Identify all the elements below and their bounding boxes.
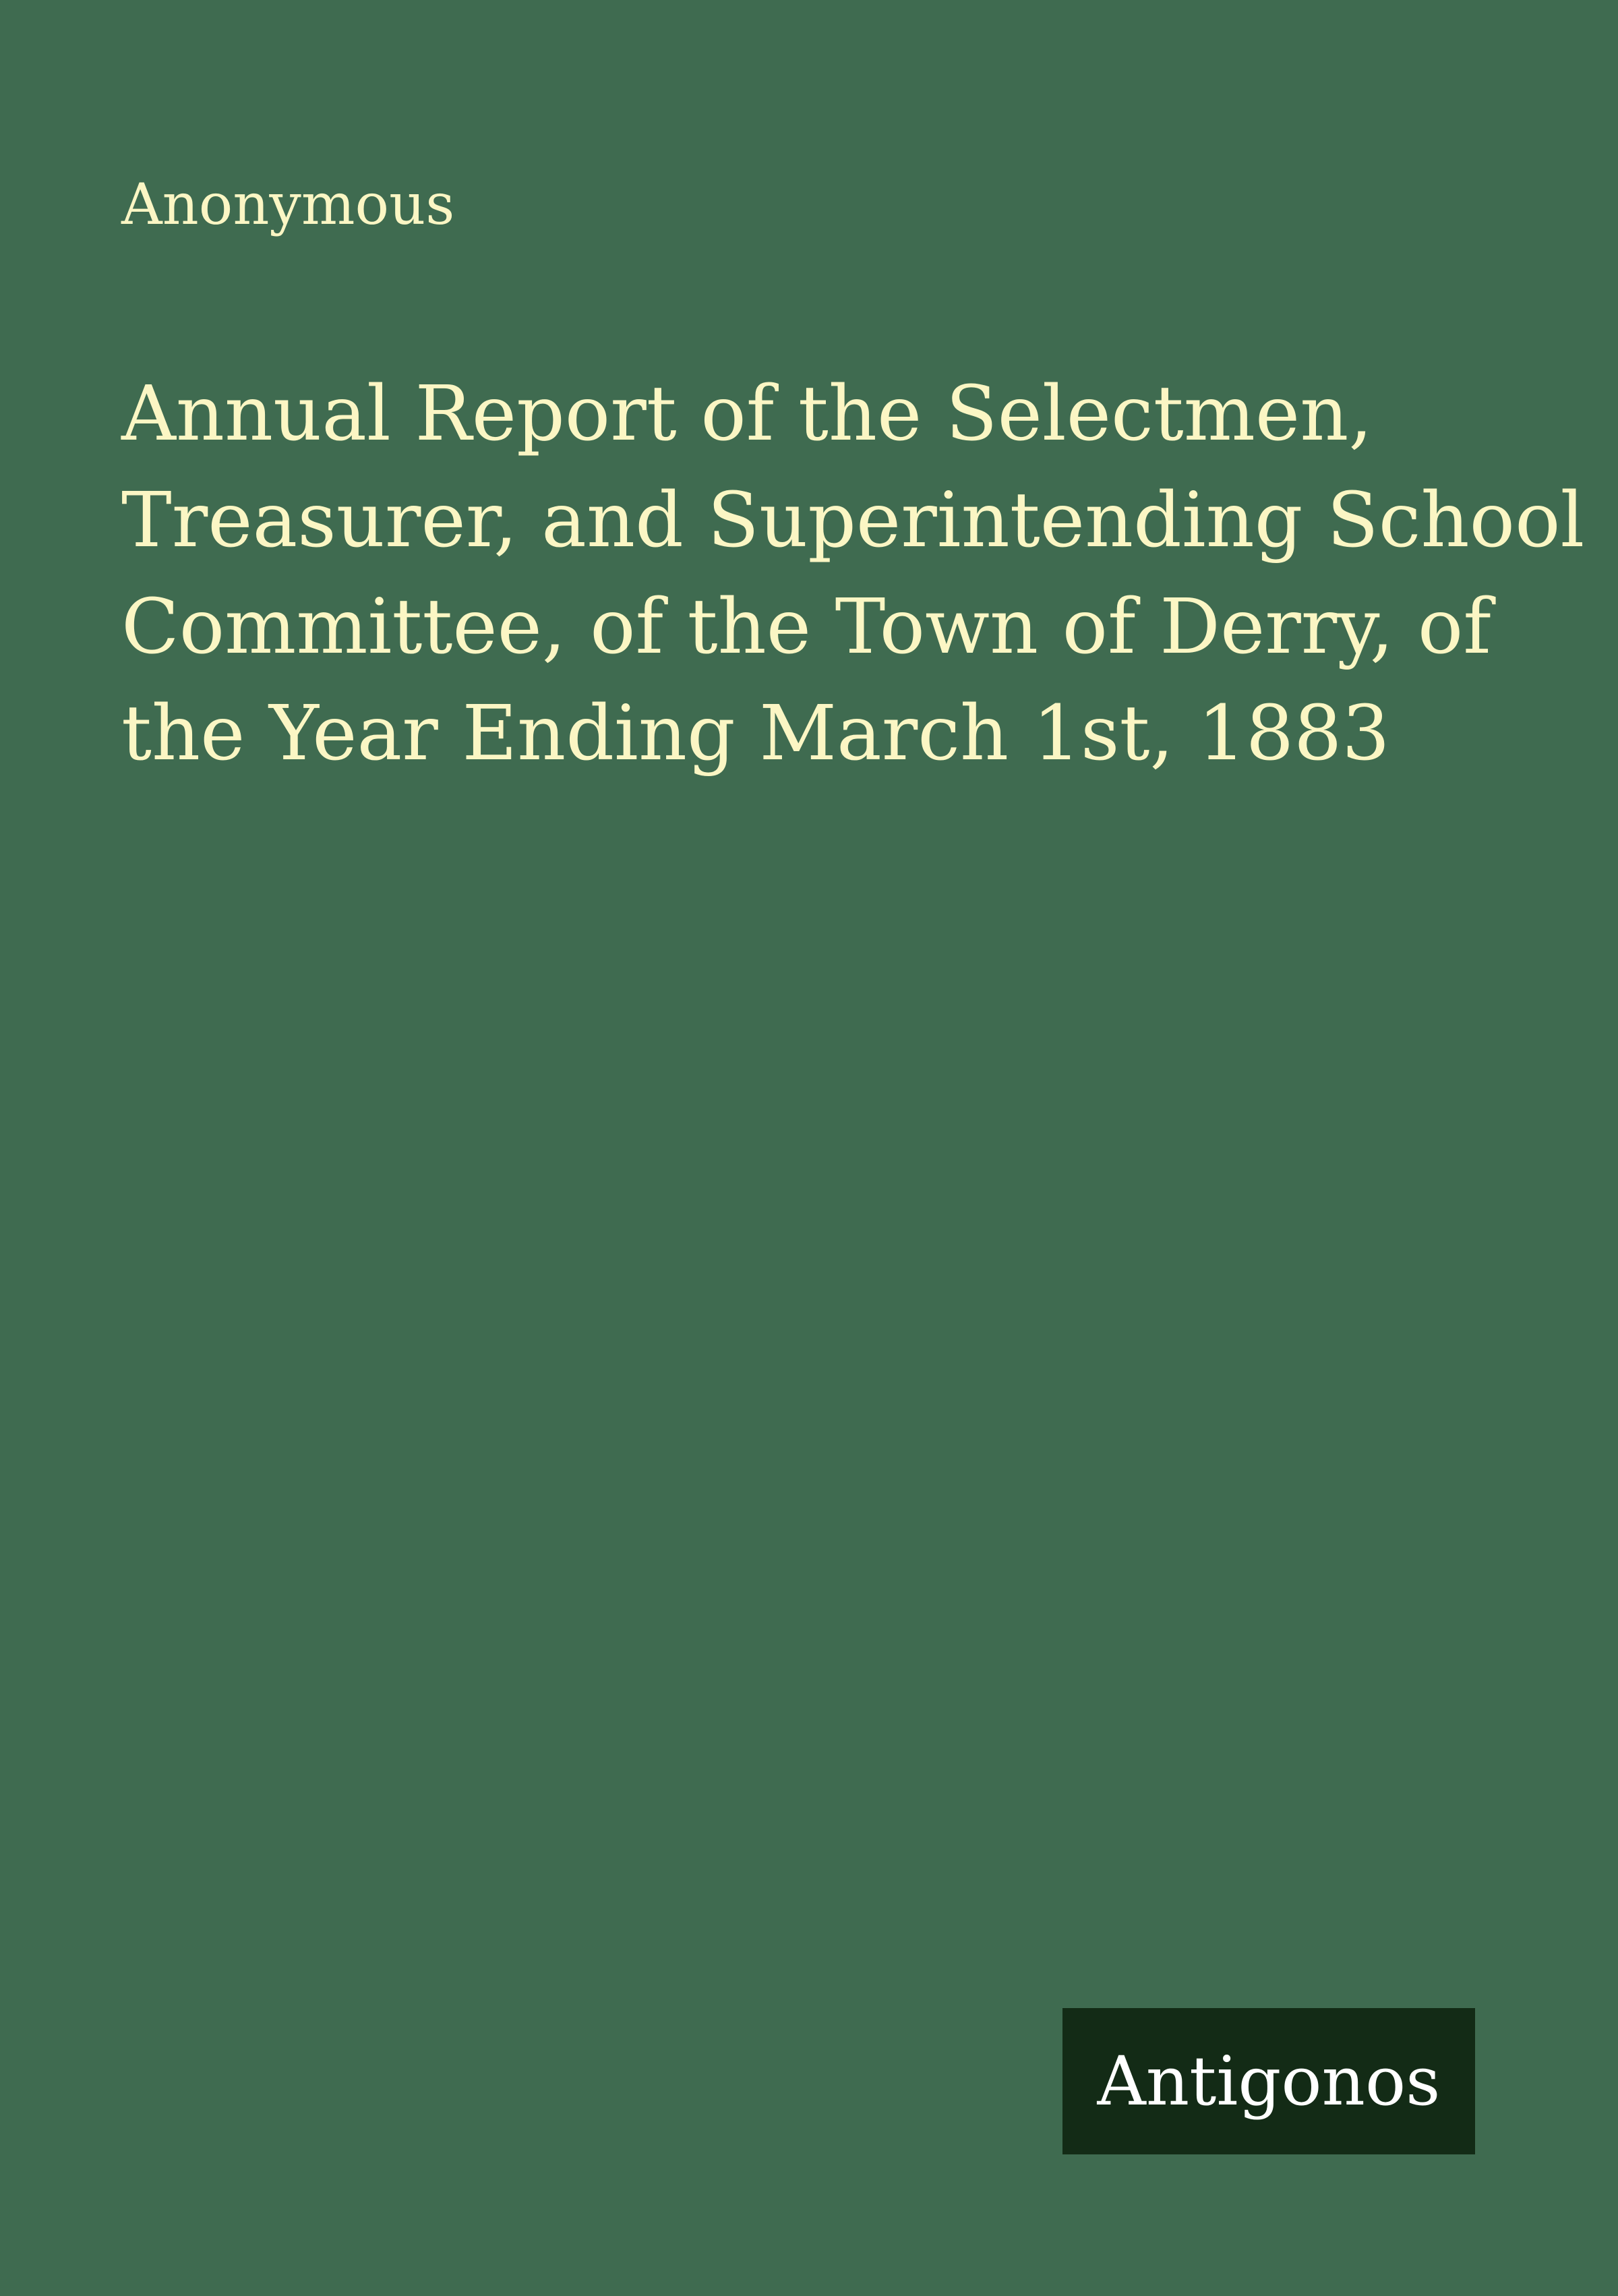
title-line: Committee, of the Town of Derry, of [121,583,1491,671]
author-name: Anonymous [121,171,455,237]
publisher-name: Antigonos [1097,2041,1441,2121]
title-line: the Year Ending March 1st, 1883 [121,690,1390,777]
publisher-badge [1062,2008,1475,2154]
title-line: Annual Report of the Selectmen, [121,370,1373,458]
title-line: Treasurer, and Superintending School [121,477,1585,564]
book-title [121,361,1585,787]
